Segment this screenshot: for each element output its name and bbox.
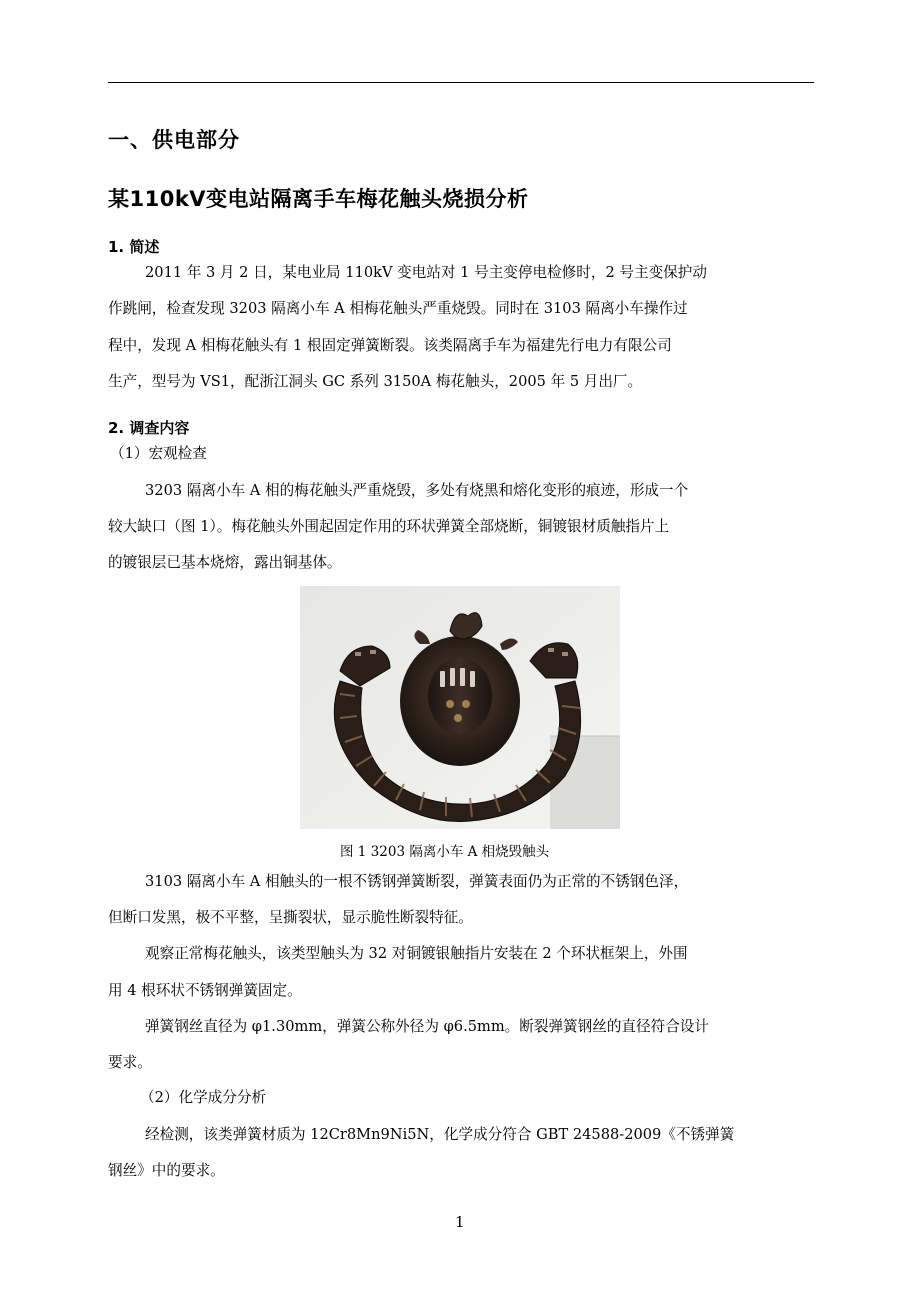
summary-line-4: 生产，型号为 VS1，配浙江洞头 GC 系列 3150A 梅花触头，2005 年 5 月出厂。 <box>108 373 643 390</box>
sub-heading-macro: （1）宏观检查 <box>110 445 207 462</box>
article-title: 某110kV变电站隔离手车梅花触头烧损分析 <box>108 187 529 211</box>
summary-line-2: 作跳闸，检查发现 3203 隔离小车 A 相梅花触头严重烧毁。同时在 3103 隔离小车操作过 <box>108 300 688 317</box>
normal-contact-line-1: 观察正常梅花触头，该类型触头为 32 对铜镀银触指片安装在 2 个环状框架上，外围 <box>145 945 688 962</box>
section-title: 一、供电部分 <box>108 128 240 152</box>
page-number: 1 <box>455 1213 465 1231</box>
spring-line-2: 但断口发黑，极不平整，呈撕裂状，显示脆性断裂特征。 <box>108 909 473 926</box>
heading-investigation: 2. 调查内容 <box>108 419 190 437</box>
summary-line-1: 2011 年 3 月 2 日，某电业局 110kV 变电站对 1 号主变停电检修时，2 号主变保护动 <box>145 264 707 281</box>
macro-line-3: 的镀银层已基本烧熔，露出铜基体。 <box>108 554 342 571</box>
header-rule <box>108 82 814 83</box>
diameter-line-2: 要求。 <box>108 1054 152 1071</box>
macro-line-1: 3203 隔离小车 A 相的梅花触头严重烧毁，多处有烧黑和熔化变形的痕迹，形成一个 <box>145 482 689 499</box>
macro-line-2: 较大缺口（图 1）。梅花触头外围起固定作用的环状弹簧全部烧断，铜镀银材质触指片上 <box>108 518 670 535</box>
spring-line-1: 3103 隔离小车 A 相触头的一根不锈钢弹簧断裂，弹簧表面仍为正常的不锈钢色泽， <box>145 873 689 890</box>
summary-line-3: 程中，发现 A 相梅花触头有 1 根固定弹簧断裂。该类隔离手车为福建先行电力有限公司 <box>108 337 672 354</box>
normal-contact-line-2: 用 4 根环状不锈钢弹簧固定。 <box>108 982 302 999</box>
diameter-line-1: 弹簧钢丝直径为 φ1.30mm，弹簧公称外径为 φ6.5mm。断裂弹簧钢丝的直径符合设计 <box>145 1018 709 1035</box>
figure-caption: 图 1 3203 隔离小车 A 相烧毁触头 <box>340 844 550 860</box>
chemistry-line-2: 钢丝》中的要求。 <box>108 1162 225 1179</box>
heading-summary: 1. 简述 <box>108 238 160 256</box>
sub-heading-chemistry: （2）化学成分分析 <box>140 1089 267 1106</box>
chemistry-line-1: 经检测，该类弹簧材质为 12Cr8Mn9Ni5N，化学成分符合 GBT 24588-2009《不锈弹簧 <box>145 1126 735 1143</box>
figure-burned-contact-photo <box>300 586 620 829</box>
